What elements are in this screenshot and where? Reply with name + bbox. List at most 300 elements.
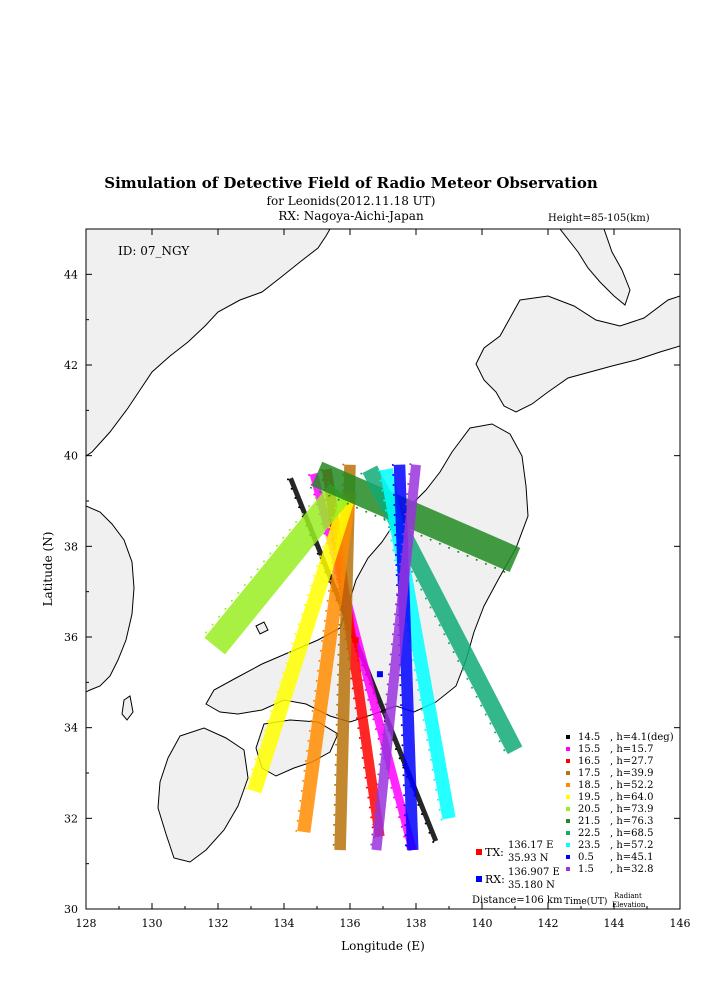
track-dot: [494, 731, 496, 733]
track-dot: [325, 536, 327, 538]
track-dot: [402, 533, 404, 535]
track-dot: [395, 544, 397, 546]
track-dot: [439, 543, 441, 545]
track-dot: [320, 650, 322, 652]
x-tick-label: 134: [273, 917, 295, 930]
track-dot: [303, 770, 305, 772]
track-dot: [375, 793, 377, 795]
track-dot: [291, 642, 293, 644]
legend-time: 21.5: [578, 816, 601, 827]
track-dot: [443, 633, 445, 635]
track-dot: [237, 592, 239, 594]
track-dot: [359, 737, 361, 739]
track-dot: [257, 568, 259, 570]
track-dot: [205, 632, 207, 634]
track-dot: [453, 651, 455, 653]
legend-elevation-caption: Elevation: [612, 901, 646, 909]
track-dot: [389, 529, 391, 531]
track-dot: [310, 487, 312, 489]
track-dot: [324, 533, 326, 535]
track-dot: [336, 694, 338, 696]
track-dot: [245, 788, 247, 790]
track-dot: [391, 643, 393, 645]
track-dot: [289, 529, 291, 531]
track-dot: [393, 484, 395, 486]
track-dot: [319, 491, 321, 493]
track-dot: [402, 764, 404, 766]
track-dot: [389, 663, 391, 665]
legend-swatch: [566, 807, 570, 811]
mainland-landmass: [86, 229, 330, 456]
track-dot: [365, 511, 367, 513]
track-dot: [333, 814, 335, 816]
x-tick-label: 130: [141, 917, 163, 930]
track-dot: [302, 513, 304, 515]
track-dot: [356, 717, 358, 719]
track-dot: [304, 604, 306, 606]
track-dot: [282, 537, 284, 539]
track-dot: [224, 608, 226, 610]
rx-latitude: 35.180 N: [508, 880, 555, 891]
track-dot: [335, 734, 337, 736]
track-dot: [412, 659, 414, 661]
track-dot: [305, 760, 307, 762]
track-dot: [387, 683, 389, 685]
track-dot: [335, 744, 337, 746]
legend-time: 15.5: [578, 744, 601, 755]
track-dot: [417, 689, 419, 691]
track-dot: [370, 490, 372, 492]
track-dot: [380, 753, 382, 755]
oki-island: [256, 622, 268, 634]
track-dot: [388, 526, 390, 528]
track-dot: [362, 679, 364, 681]
track-dot: [457, 660, 459, 662]
track-dot: [355, 707, 357, 709]
track-dot: [403, 784, 405, 786]
tx-marker: [353, 637, 359, 643]
track-dot: [466, 678, 468, 680]
track-dot: [337, 674, 339, 676]
track-dot: [390, 787, 392, 789]
track-dot: [426, 739, 428, 741]
track-dot: [378, 763, 380, 765]
track-dot: [337, 654, 339, 656]
track-dot: [476, 696, 478, 698]
track-dot: [313, 700, 315, 702]
track-dot: [367, 699, 369, 701]
legend-elevation: , h=32.8: [610, 864, 654, 875]
legend: [566, 732, 674, 875]
track-dot: [402, 774, 404, 776]
track-dot: [382, 733, 384, 735]
legend-elevation: , h=64.0: [610, 792, 654, 803]
track-dot: [338, 634, 340, 636]
track-dot: [439, 624, 441, 626]
track-dot: [386, 693, 388, 695]
track-dot: [503, 749, 505, 751]
track-dot: [394, 559, 396, 561]
x-tick-label: 138: [405, 917, 427, 930]
track-dot: [404, 513, 406, 515]
legend-elevation: , h=45.1: [610, 852, 654, 863]
track-dot: [383, 723, 385, 725]
legend-elevation: , h=76.3: [610, 816, 654, 827]
track-dot: [302, 780, 304, 782]
track-dot: [376, 783, 378, 785]
track-dot: [378, 738, 380, 740]
track-dot: [378, 470, 380, 472]
track-dot: [401, 724, 403, 726]
legend-swatch: [566, 771, 570, 775]
track-dot: [298, 623, 300, 625]
track-dot: [425, 822, 427, 824]
track-dot: [416, 580, 418, 582]
track-dot: [392, 633, 394, 635]
track-dot: [250, 576, 252, 578]
track-dot: [338, 499, 340, 501]
track-dot: [424, 729, 426, 731]
track-dot: [401, 826, 403, 828]
track-dot: [395, 748, 397, 750]
track-dot: [336, 714, 338, 716]
receiver-location-label: RX: Nagoya-Aichi-Japan: [278, 209, 424, 223]
track-dot: [316, 565, 318, 567]
track-dot: [373, 813, 375, 815]
track-dot: [467, 555, 469, 557]
track-dot: [308, 474, 310, 476]
track-dot: [485, 563, 487, 565]
track-dot: [342, 464, 344, 466]
track-dot: [362, 757, 364, 759]
track-dot: [404, 814, 406, 816]
track-dot: [353, 697, 355, 699]
track-dot: [374, 515, 376, 517]
track-dot: [448, 547, 450, 549]
track-dot: [317, 670, 319, 672]
track-dot: [404, 824, 406, 826]
legend-elevation: , h=39.9: [610, 768, 654, 779]
track-dot: [321, 640, 323, 642]
track-dot: [324, 620, 326, 622]
track-dot: [462, 669, 464, 671]
y-tick-label: 30: [64, 903, 78, 916]
rx-label: RX:: [485, 873, 505, 886]
track-dot: [276, 691, 278, 693]
track-dot: [383, 500, 385, 502]
legend-swatch: [566, 855, 570, 859]
track-dot: [308, 505, 310, 507]
track-dot: [476, 559, 478, 561]
track-dot: [367, 797, 369, 799]
track-dot: [388, 673, 390, 675]
track-dot: [357, 727, 359, 729]
track-dot: [374, 499, 376, 501]
track-dot: [392, 474, 394, 476]
track-dot: [392, 549, 394, 551]
track-dot: [430, 539, 432, 541]
track-dot: [403, 794, 405, 796]
track-dot: [428, 749, 430, 751]
x-tick-label: 128: [75, 917, 97, 930]
track-dot: [317, 553, 319, 555]
track-dot: [294, 497, 296, 499]
track-dot: [288, 652, 290, 654]
track-dot: [385, 703, 387, 705]
track-dot: [248, 778, 250, 780]
track-dot: [419, 699, 421, 701]
kyushu-island: [158, 728, 248, 862]
track-dot: [356, 507, 358, 509]
track-dot: [301, 790, 303, 792]
legend-time: 23.5: [578, 840, 601, 851]
track-dot: [334, 784, 336, 786]
track-dot: [400, 694, 402, 696]
track-dot: [328, 590, 330, 592]
legend-elevation: , h=57.2: [610, 840, 654, 851]
track-dot: [231, 600, 233, 602]
track-dot: [471, 687, 473, 689]
track-dot: [309, 730, 311, 732]
track-dot: [401, 734, 403, 736]
track-dot: [257, 749, 259, 751]
track-dot: [399, 757, 401, 759]
legend-elevation: , h=52.2: [610, 780, 654, 791]
korean-peninsula: [86, 506, 134, 692]
track-dot: [399, 563, 401, 565]
track-dot: [394, 514, 396, 516]
x-tick-label: 146: [669, 917, 691, 930]
y-axis-label: Latitude (N): [41, 531, 55, 607]
legend-swatch: [566, 795, 570, 799]
legend-time: 14.5: [578, 732, 601, 743]
track-dot: [273, 701, 275, 703]
x-tick-label: 142: [537, 917, 559, 930]
track-dot: [406, 493, 408, 495]
track-dot: [328, 495, 330, 497]
track-dot: [310, 584, 312, 586]
track-dot: [448, 642, 450, 644]
track-dot: [322, 546, 324, 548]
track-dot: [371, 833, 373, 835]
track-dot: [433, 779, 435, 781]
track-dot: [308, 740, 310, 742]
track-dot: [299, 800, 301, 802]
legend-radiant-caption: Radiant: [614, 892, 642, 900]
x-axis-label: Longitude (E): [341, 939, 425, 953]
track-dot: [263, 560, 265, 562]
track-dot: [352, 687, 354, 689]
track-dot: [325, 610, 327, 612]
track-dot: [294, 633, 296, 635]
track-dot: [485, 714, 487, 716]
track-dot: [333, 834, 335, 836]
legend-elevation: , h=73.9: [610, 804, 654, 815]
track-dot: [390, 653, 392, 655]
track-dot: [398, 573, 400, 575]
legend-time: 0.5: [578, 852, 594, 863]
track-dot: [396, 593, 398, 595]
track-dot: [269, 552, 271, 554]
track-dot: [301, 613, 303, 615]
track-dot: [380, 480, 382, 482]
legend-elevation: , h=68.5: [610, 828, 654, 839]
track-dot: [270, 710, 272, 712]
track-dot: [387, 519, 389, 521]
tx-label: TX:: [485, 846, 504, 859]
track-dot: [261, 739, 263, 741]
track-dot: [297, 820, 299, 822]
track-dot: [392, 464, 394, 466]
track-dot: [379, 508, 381, 510]
track-dot: [403, 523, 405, 525]
hokkaido-island: [476, 296, 680, 412]
track-dot: [381, 743, 383, 745]
rx-legend-swatch: [476, 876, 482, 882]
track-dot: [370, 843, 372, 845]
track-dot: [212, 624, 214, 626]
track-dot: [400, 553, 402, 555]
chart-title: Simulation of Detective Field of Radio Meteor Observation: [104, 174, 598, 192]
legend-elevation: , h=15.7: [610, 744, 654, 755]
track-dot: [395, 564, 397, 566]
track-dot: [494, 567, 496, 569]
rx-longitude: 136.907 E: [508, 867, 560, 878]
legend-swatch: [566, 747, 570, 751]
x-tick-label: 140: [471, 917, 493, 930]
track-dot: [298, 810, 300, 812]
track-dot: [383, 517, 385, 519]
track-dot: [393, 494, 395, 496]
station-id-label: ID: 07_NGY: [118, 244, 190, 258]
track-dot: [372, 826, 374, 828]
legend-swatch: [566, 759, 570, 763]
track-dot: [370, 709, 372, 711]
legend-swatch: [566, 819, 570, 823]
track-dot: [316, 680, 318, 682]
track-dot: [372, 718, 374, 720]
track-dot: [337, 684, 339, 686]
track-dot: [319, 555, 321, 557]
legend-swatch: [566, 843, 570, 847]
track-dot: [336, 724, 338, 726]
track-dot: [499, 740, 501, 742]
track-dot: [363, 767, 365, 769]
track-dot: [366, 787, 368, 789]
track-dot: [402, 754, 404, 756]
track-dot: [336, 704, 338, 706]
legend-time: 1.5: [578, 864, 594, 875]
track-dot: [489, 722, 491, 724]
tx-latitude: 35.93 N: [508, 853, 549, 864]
track-dot: [430, 759, 432, 761]
track-dot: [312, 710, 314, 712]
track-dot: [432, 769, 434, 771]
track-dot: [480, 705, 482, 707]
track-dot: [396, 574, 398, 576]
track-dot: [291, 488, 293, 490]
legend-swatch: [566, 831, 570, 835]
y-tick-label: 42: [64, 359, 78, 372]
track-dot: [420, 535, 422, 537]
track-dot: [402, 767, 404, 769]
track-dot: [434, 615, 436, 617]
track-dot: [381, 490, 383, 492]
y-tick-label: 44: [64, 268, 78, 282]
track-dot: [218, 616, 220, 618]
track-dot: [327, 600, 329, 602]
track-dot: [420, 589, 422, 591]
x-tick-label: 132: [207, 917, 229, 930]
track-dot: [369, 807, 371, 809]
track-dot: [335, 754, 337, 756]
y-tick-label: 38: [64, 540, 78, 554]
legend-time-caption: Time(UT): [564, 897, 608, 907]
track-dot: [251, 768, 253, 770]
track-dot: [370, 816, 372, 818]
track-dot: [394, 524, 396, 526]
legend-time: 22.5: [578, 828, 601, 839]
track-dot: [398, 816, 400, 818]
y-tick-label: 32: [64, 812, 78, 826]
y-tick-label: 34: [64, 721, 78, 735]
track-dot: [377, 773, 379, 775]
chart-subtitle: for Leonids(2012.11.18 UT): [266, 194, 436, 208]
track-dot: [395, 554, 397, 556]
track-dot: [400, 714, 402, 716]
track-dot: [421, 813, 423, 815]
track-dot: [264, 730, 266, 732]
track-dot: [338, 644, 340, 646]
tsushima-island: [122, 696, 133, 720]
track-dot: [282, 671, 284, 673]
track-dot: [400, 704, 402, 706]
track-dot: [372, 823, 374, 825]
track-dot: [365, 689, 367, 691]
legend-elevation: , h=4.1(deg): [610, 732, 674, 743]
track-dot: [393, 797, 395, 799]
x-tick-label: 144: [603, 917, 625, 930]
track-dot: [405, 503, 407, 505]
track-dot: [334, 774, 336, 776]
track-dot: [314, 497, 316, 499]
legend-swatch: [566, 783, 570, 787]
track-dot: [405, 844, 407, 846]
track-dot: [374, 803, 376, 805]
track-dot: [318, 660, 320, 662]
track-dot: [313, 575, 315, 577]
track-dot: [360, 747, 362, 749]
track-dot: [306, 750, 308, 752]
legend-time: 20.5: [578, 804, 601, 815]
track-dot: [417, 804, 419, 806]
track-dot: [428, 832, 430, 834]
legend-time: 16.5: [578, 756, 601, 767]
track-dot: [244, 584, 246, 586]
track-dot: [314, 690, 316, 692]
track-dot: [395, 603, 397, 605]
track-dot: [295, 521, 297, 523]
track-dot: [365, 777, 367, 779]
track-dot: [313, 494, 315, 496]
track-dot: [405, 834, 407, 836]
track-dot: [439, 809, 441, 811]
track-dot: [360, 473, 362, 475]
y-tick-label: 40: [64, 449, 78, 463]
track-dot: [310, 720, 312, 722]
track-dot: [394, 534, 396, 536]
track-dot: [393, 504, 395, 506]
